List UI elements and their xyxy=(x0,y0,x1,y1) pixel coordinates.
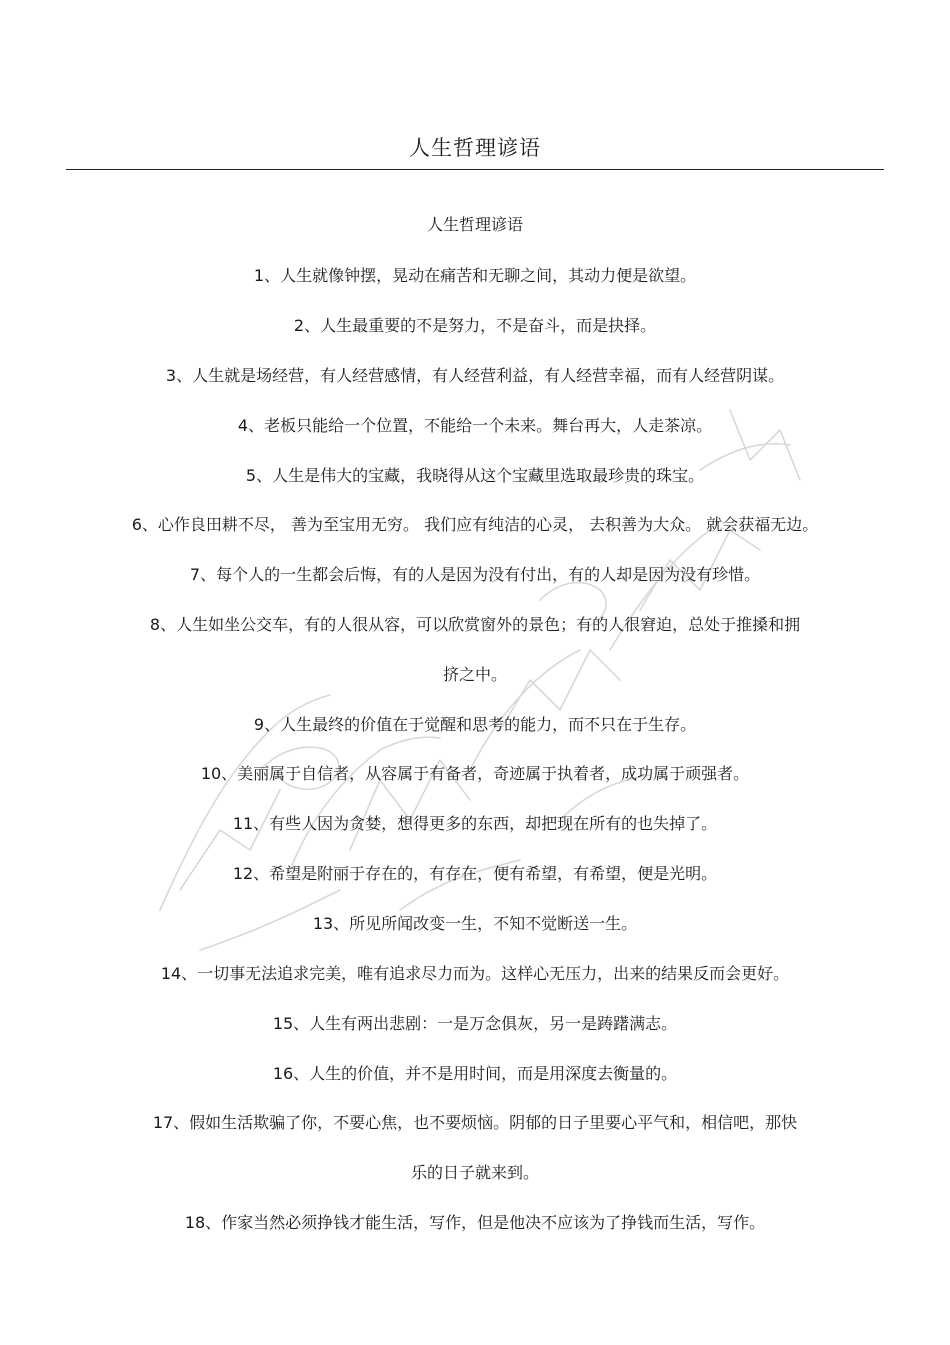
proverb-line: 17、假如生活欺骗了你，不要心焦，也不要烦恼。阴郁的日子里要心平气和，相信吧，那快 xyxy=(152,1113,798,1132)
proverb-line: 16、人生的价值，并不是用时间，而是用深度去衡量的。 xyxy=(272,1064,678,1083)
proverb-line: 5、人生是伟大的宝藏，我晓得从这个宝藏里选取最珍贵的珠宝。 xyxy=(245,466,705,485)
proverb-line: 7、每个人的一生都会后悔，有的人是因为没有付出，有的人却是因为没有珍惜。 xyxy=(189,565,761,584)
proverb-line: 6、心作良田耕不尽， 善为至宝用无穷。 我们应有纯洁的心灵， 去积善为大众。 就会获福无边。 xyxy=(131,515,819,534)
proverb-line: 4、老板只能给一个位置，不能给一个未来。舞台再大，人走茶凉。 xyxy=(237,416,713,435)
proverb-line: 11、有些人因为贪婪，想得更多的东西，却把现在所有的也失掉了。 xyxy=(232,814,718,833)
proverb-line: 13、所见所闻改变一生，不知不觉断送一生。 xyxy=(312,914,638,933)
proverb-line: 3、人生就是场经营，有人经营感情，有人经营利益，有人经营幸福，而有人经营阴谋。 xyxy=(165,366,785,385)
proverb-line: 1、人生就像钟摆，晃动在痛苦和无聊之间，其动力便是欲望。 xyxy=(253,266,697,285)
proverb-line: 乐的日子就来到。 xyxy=(410,1163,539,1182)
proverb-line: 12、希望是附丽于存在的，有存在，便有希望，有希望，便是光明。 xyxy=(232,864,718,883)
proverb-line: 10、美丽属于自信者，从容属于有备者，奇迹属于执着者，成功属于顽强者。 xyxy=(200,764,750,783)
proverb-line: 15、人生有两出悲剧：一是万念俱灰，另一是踌躇满志。 xyxy=(272,1014,678,1033)
proverb-line: 14、一切事无法追求完美，唯有追求尽力而为。这样心无压力，出来的结果反而会更好。 xyxy=(160,964,790,983)
proverb-line: 8、人生如坐公交车，有的人很从容，可以欣赏窗外的景色；有的人很窘迫，总处于推搡和拥 xyxy=(149,615,801,634)
proverb-line: 挤之中。 xyxy=(442,665,507,684)
document-title: 人生哲理谚语 xyxy=(426,215,523,234)
proverb-line: 2、人生最重要的不是努力，不是奋斗，而是抉择。 xyxy=(293,316,657,335)
proverb-line: 18、作家当然必须挣钱才能生活，写作，但是他决不应该为了挣钱而生活，写作。 xyxy=(184,1213,766,1232)
proverb-line: 9、人生最终的价值在于觉醒和思考的能力，而不只在于生存。 xyxy=(253,715,697,734)
page-header-title: 人生哲理谚语 xyxy=(409,136,541,160)
header-divider xyxy=(66,169,884,170)
